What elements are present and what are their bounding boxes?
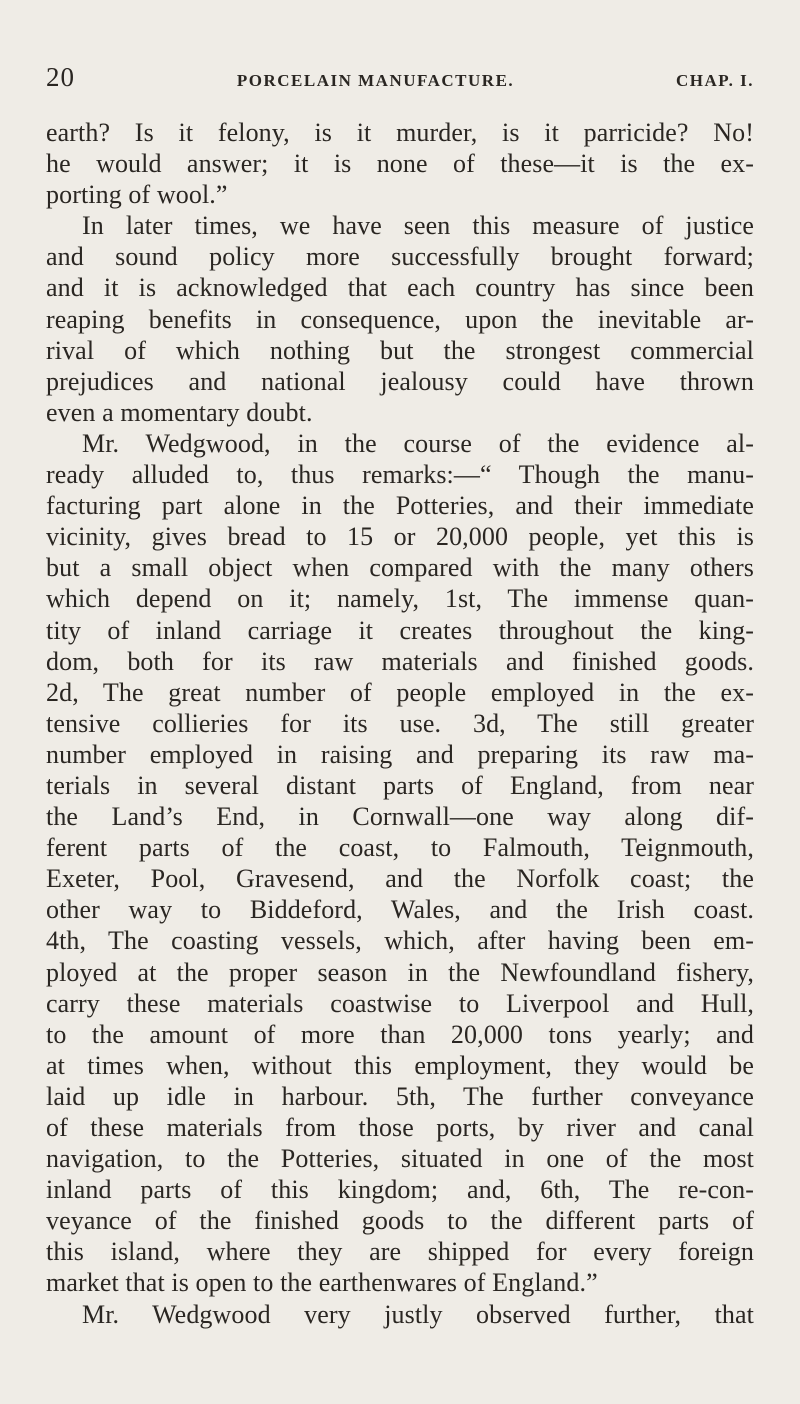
text-line: other way to Biddeford, Wales, and the Irish coast. xyxy=(46,895,754,925)
text-line: navigation, to the Potteries, situated in one of the most xyxy=(46,1144,754,1174)
text-line: and sound policy more successfully brought forward; xyxy=(46,242,754,272)
text-line: but a small object when compared with the many others xyxy=(46,553,754,583)
text-line: to the amount of more than 20,000 tons yearly; and xyxy=(46,1019,754,1049)
text-line: 2d, The great number of people employed in the ex- xyxy=(46,677,754,707)
text-line: rival of which nothing but the strongest commercial xyxy=(46,335,754,365)
text-line: porting of wool.” xyxy=(46,180,228,210)
chapter-label: CHAP. I. xyxy=(676,71,754,90)
text-line: he would answer; it is none of these—it is the ex- xyxy=(46,149,754,179)
text-line: this island, where they are shipped for every foreign xyxy=(46,1237,754,1267)
text-line: carry these materials coastwise to Liverpool and Hull, xyxy=(46,988,754,1018)
body-text xyxy=(46,117,754,1330)
running-title: PORCELAIN MANUFACTURE. xyxy=(236,71,515,90)
text-line: tensive collieries for its use. 3d, The still greater xyxy=(46,708,754,738)
text-line: at times when, without this employment, they would be xyxy=(46,1050,754,1080)
page-number: 20 xyxy=(46,62,75,92)
text-line: earth? Is it felony, is it murder, is it parricide? No! xyxy=(46,118,754,147)
text-line: even a momentary doubt. xyxy=(46,397,313,427)
text-line: ployed at the proper season in the Newfoundland fishery, xyxy=(46,957,754,987)
text-line: terials in several distant parts of England, from near xyxy=(46,770,754,800)
text-line: reaping benefits in consequence, upon the inevitable ar- xyxy=(46,304,754,334)
text-line: In later times, we have seen this measure of justice xyxy=(82,211,754,241)
text-line: veyance of the finished goods to the different parts of xyxy=(46,1206,754,1236)
text-line: tity of inland carriage it creates throughout the king- xyxy=(46,615,754,645)
text-line: the Land’s End, in Cornwall—one way along dif- xyxy=(46,802,754,832)
text-line: vicinity, gives bread to 15 or 20,000 people, yet this is xyxy=(46,522,754,552)
text-line: ferent parts of the coast, to Falmouth, Teignmouth, xyxy=(46,833,754,863)
text-line: number employed in raising and preparing its raw ma- xyxy=(46,739,754,769)
running-head xyxy=(46,62,754,93)
text-line: which depend on it; namely, 1st, The immense quan- xyxy=(46,584,754,614)
text-line: dom, both for its raw materials and finished goods. xyxy=(46,646,754,676)
text-line: Exeter, Pool, Gravesend, and the Norfolk coast; the xyxy=(46,864,754,894)
text-line: Mr. Wedgwood very justly observed further, that xyxy=(82,1299,754,1329)
text-line: facturing part alone in the Potteries, and their immediate xyxy=(46,491,754,521)
text-line: of these materials from those ports, by river and canal xyxy=(46,1113,754,1142)
text-line: market that is open to the earthenwares of England.” xyxy=(46,1268,598,1298)
text-line: ready alluded to, thus remarks:—“ Though the manu- xyxy=(46,460,754,490)
text-line: Mr. Wedgwood, in the course of the evidence al- xyxy=(82,428,754,458)
text-line: laid up idle in harbour. 5th, The further conveyance xyxy=(46,1081,754,1111)
text-line: and it is acknowledged that each country has since been xyxy=(46,273,754,303)
text-line: inland parts of this kingdom; and, 6th, The re-con- xyxy=(46,1175,754,1205)
text-line: prejudices and national jealousy could have thrown xyxy=(46,366,754,396)
text-line: 4th, The coasting vessels, which, after having been em- xyxy=(46,926,754,956)
